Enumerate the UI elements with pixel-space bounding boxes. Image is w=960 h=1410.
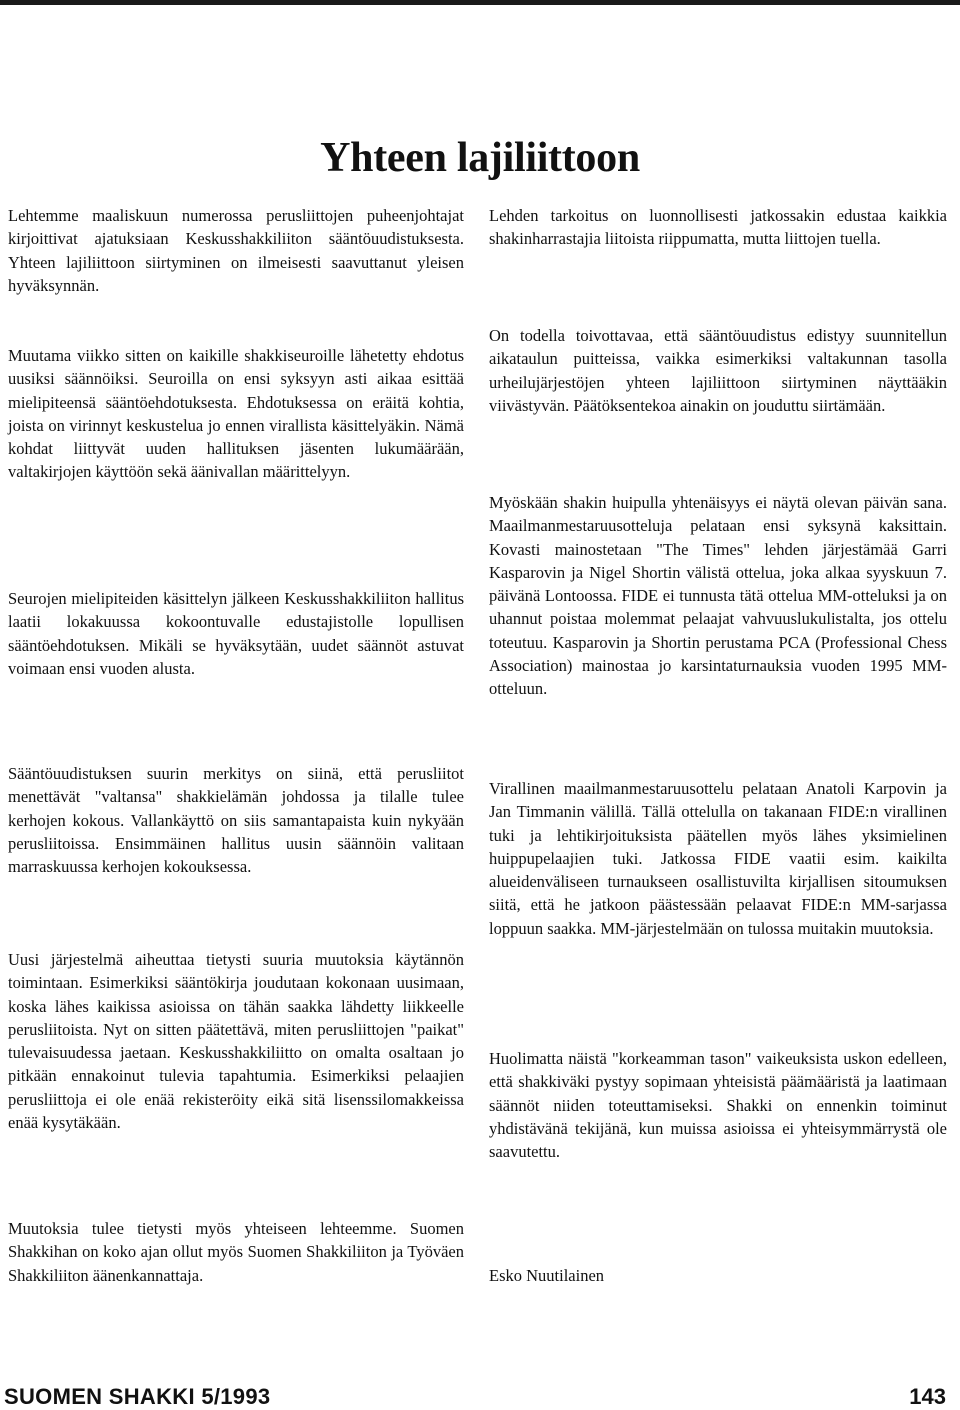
right-paragraph-4: Virallinen maailmanmestaruusottelu pelataan Anatoli Karpovin ja Jan Timmanin välillä. Tällä ottelulla on takanaan FIDE:n virallinen tuki ja lehtikirjoituksista päätellen myös lähes yksimielinen huippupelaajien tuki. Jatkossa FIDE vaatii esim. kaikilta alueidenväliseen turnaukseen osallistuvilta kirjallisen sitoumuksen siitä, että he jatkoon päästessään pelaavat FIDE:n MM-sarjassa loppuun saakka. MM-järjestelmään on tulossa muitakin muutoksia.: [489, 779, 947, 938]
left-paragraph-3: Seurojen mielipiteiden käsittelyn jälkeen Keskusshakkiliiton hallitus laatii lokakuussa kokoontuvalle edustajistolle lopullisen sääntöehdotuksen. Mikäli se hyväksytään, uudet säännöt astuvat voimaan ensi vuoden alusta.: [8, 589, 464, 678]
right-paragraph-1: Lehden tarkoitus on luonnollisesti jatkossakin edustaa kaikkia shakinharrastajia liitoista riippumatta, mutta liittojen tuella.: [489, 206, 947, 249]
publication-footer: SUOMEN SHAKKI 5/1993: [4, 1384, 271, 1409]
article-title: Yhteen lajiliittoon: [320, 135, 640, 182]
author-signature: Esko Nuutilainen: [489, 1266, 605, 1285]
right-paragraph-2: On todella toivottavaa, että sääntöuudistus edistyy suunnitellun aikataulun puitteissa, vaikka esimerkiksi valtakunnan tasolla urheilujärjestöjen yhteen lajiliittoon siirtyminen näyttääkin viivästyvän. Päätöksentekoa ainakin on jouduttu siirtämään.: [489, 326, 947, 415]
page-number: 143: [909, 1384, 946, 1409]
right-paragraph-5: Huolimatta näistä "korkeamman tason" vaikeuksista uskon edelleen, että shakkiväki pystyy sopimaan yhteisistä päämääristä ja laatimaan säännöt niiden toteuttamiseksi. Shakki on ennenkin toiminut yhdistävänä tekijänä, kun muissa asioissa ei yhteisymmärrystä ole saavutettu.: [489, 1049, 947, 1162]
left-paragraph-5: Uusi järjestelmä aiheuttaa tietysti suuria muutoksia käytännön toimintaan. Esimerkiksi sääntökirja joudutaan kokonaan uusimaan, koska lähes kaikissa asioissa on tähän saakka lähdetty liikkeelle perusliitoista. Nyt on sitten päätettävä, miten perusliittojen "paikat" tulevaisuudessa jaetaan. Keskusshakkiliitto on omalta osaltaan jo pitkään ennakoinut tulevia tapahtumia. Esimerkiksi pelaajien perusliittoja ei ole enää rekisteröity eikä sitä lisenssilomakkeissa enää kysytäkään.: [8, 950, 464, 1133]
left-paragraph-4: Sääntöuudistuksen suurin merkitys on siinä, että perusliitot menettävät "valtansa" shakkielämän johdossa ja tilalle tulee kerhojen kokous. Vallankäyttö on siis samantapaista kuin nykyään perusliitoissa. Ensimmäinen hallitus uusin säännöin valitaan marraskuussa kerhojen kokouksessa.: [8, 764, 464, 877]
left-paragraph-2: Muutama viikko sitten on kaikille shakkiseuroille lähetetty ehdotus uusiksi säännöiksi. Seuroilla on ensi syksyyn asti aikaa esittää mielipiteensä sääntöehdotuksesta. Ehdotuksessa on eräitä kohtia, joista on virinnyt keskustelua jo ennen virallista käsittelyäkin. Nämä kohdat liittyvät uuden hallituksen jäsenten lukumäärään, valtakirjojen käyttöön sekä äänivallan määrittelyyn.: [8, 346, 464, 482]
left-paragraph-1: Lehtemme maaliskuun numerossa perusliittojen puheenjohtajat kirjoittivat ajatuksiaan Keskusshakkiliiton sääntöuudistuksesta. Yhteen lajiliittoon siirtyminen on ilmeisesti saavuttanut yleisen hyväksynnän.: [8, 206, 464, 295]
top-rule: [0, 0, 960, 5]
right-paragraph-3: Myöskään shakin huipulla yhtenäisyys ei näytä olevan päivän sana. Maailmanmestaruusotteluja pelataan ensi syksynä kaksittain. Kovasti mainostetaan "The Times" lehden järjestämää Garri Kasparovin ja Nigel Shortin välistä ottelua, joka alkaa syyskuun 7. päivänä Lontoossa. FIDE ei tunnusta tätä ottelua MM-otteluksi ja on uhannut poistaa molemmat pelaajat vahvuuslukulistalta, jos ottelu toteutuu. Kasparovin ja Shortin perustama PCA (Professional Chess Association) mainostaa jo karsintaturnauksia vuoden 1995 MM-otteluun.: [489, 493, 947, 699]
left-paragraph-6: Muutoksia tulee tietysti myös yhteiseen lehteemme. Suomen Shakkihan on koko ajan ollut myös Suomen Shakkiliiton ja Työväen Shakkiliiton äänenkannattaja.: [8, 1219, 464, 1285]
